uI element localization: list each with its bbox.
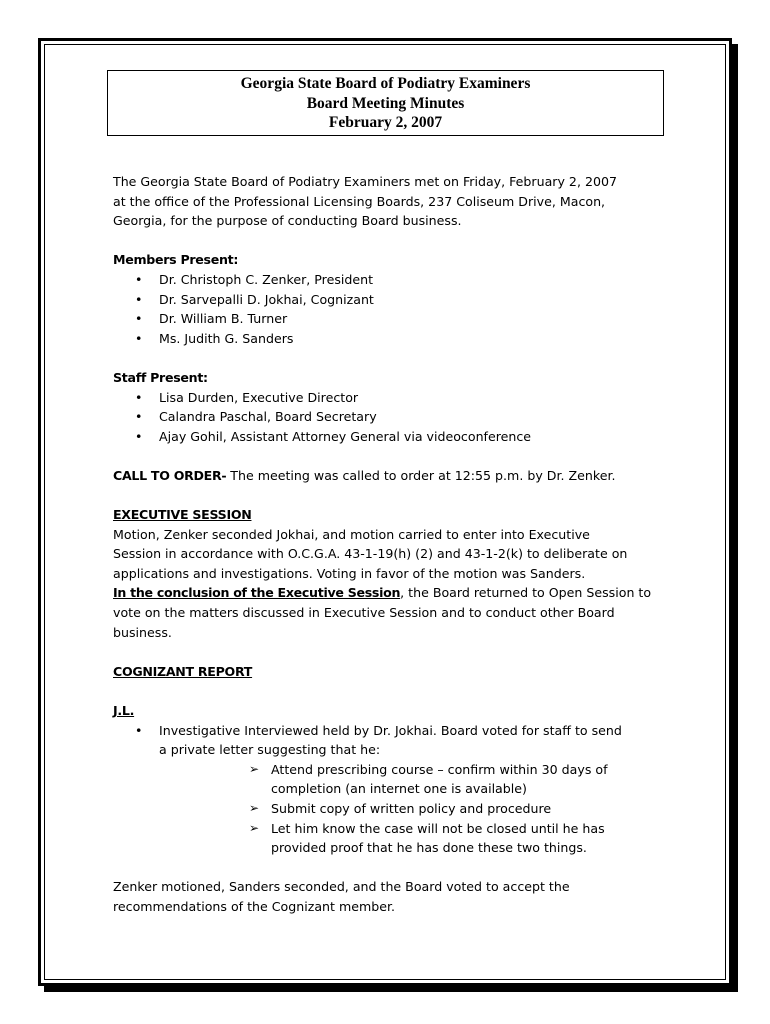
member-item: • Dr. William B. Turner <box>113 309 663 329</box>
intro-line: The Georgia State Board of Podiatry Examiners met on Friday, February 2, 2007 <box>113 174 618 189</box>
call-to-order <box>113 466 663 486</box>
case-heading: J.L. <box>113 703 135 719</box>
recommendation-line: completion (an internet one is available) <box>271 781 527 797</box>
header-board-name: Georgia State Board of Podiatry Examiners <box>240 75 531 92</box>
closing-line: Zenker motioned, Sanders seconded, and the Board voted to accept the <box>113 879 570 895</box>
members-list <box>113 270 663 348</box>
executive-conclusion-heading: In the conclusion of the Executive Session <box>113 585 401 601</box>
cognizant-report-heading: COGNIZANT REPORT <box>113 663 253 679</box>
executive-session-line: Motion, Zenker seconded Jokhai, and motion carried to enter into Executive <box>113 526 590 542</box>
member-item: • Ms. Judith G. Sanders <box>113 329 663 349</box>
executive-session-line: Session in accordance with O.C.G.A. 43-1-19(h) (2) and 43-1-2(k) to deliberate on <box>113 546 628 562</box>
executive-conclusion-line: vote on the matters discussed in Executive Session and to conduct other Board <box>113 605 615 621</box>
closing-line: recommendations of the Cognizant member. <box>113 898 396 914</box>
header-document-type: Board Meeting Minutes <box>306 94 465 112</box>
recommendation-line: Attend prescribing course – confirm within 30 days of <box>271 761 608 777</box>
executive-session-heading: EXECUTIVE SESSION <box>113 507 252 523</box>
header-date: February 2, 2007 <box>328 114 443 131</box>
document-header <box>107 70 664 136</box>
document-body <box>113 172 663 917</box>
recommendation-item <box>249 819 663 858</box>
executive-conclusion-text: , the Board returned to Open Session to <box>400 585 652 601</box>
recommendation-line: Let him know the case will not be closed until he has <box>271 820 605 836</box>
recommendation-line: Submit copy of written policy and procedure <box>271 801 552 816</box>
case-list <box>113 721 663 760</box>
recommendation-item <box>249 760 663 799</box>
recommendation-list <box>113 760 663 858</box>
case-bullet-line: a private letter suggesting that he: <box>159 742 381 758</box>
executive-session-line: applications and investigations. Voting in favor of the motion was Sanders. <box>113 565 586 581</box>
member-item: • Dr. Sarvepalli D. Jokhai, Cognizant <box>113 290 663 310</box>
staff-item: • Ajay Gohil, Assistant Attorney General via videoconference <box>113 427 663 447</box>
executive-conclusion <box>113 583 663 603</box>
executive-conclusion-line: business. <box>113 624 172 640</box>
staff-item: • Lisa Durden, Executive Director <box>113 388 663 408</box>
intro-line: Georgia, for the purpose of conducting Board business. <box>113 213 462 229</box>
case-bullet <box>113 721 663 760</box>
member-item: • Dr. Christoph C. Zenker, President <box>113 270 663 290</box>
call-to-order-heading: CALL TO ORDER- <box>113 467 227 483</box>
recommendation-line: provided proof that he has done these two things. <box>271 840 587 856</box>
case-bullet-line: Investigative Interviewed held by Dr. Jokhai. Board voted for staff to send <box>159 722 622 738</box>
intro-line: at the office of the Professional Licensing Boards, 237 Coliseum Drive, Macon, <box>113 193 606 209</box>
recommendation-item <box>249 799 663 819</box>
call-to-order-text: The meeting was called to order at 12:55 p.m. by Dr. Zenker. <box>226 467 616 483</box>
staff-item: • Calandra Paschal, Board Secretary <box>113 407 663 427</box>
staff-heading: Staff Present: <box>113 369 208 385</box>
staff-list <box>113 388 663 447</box>
members-heading: Members Present: <box>113 252 239 268</box>
